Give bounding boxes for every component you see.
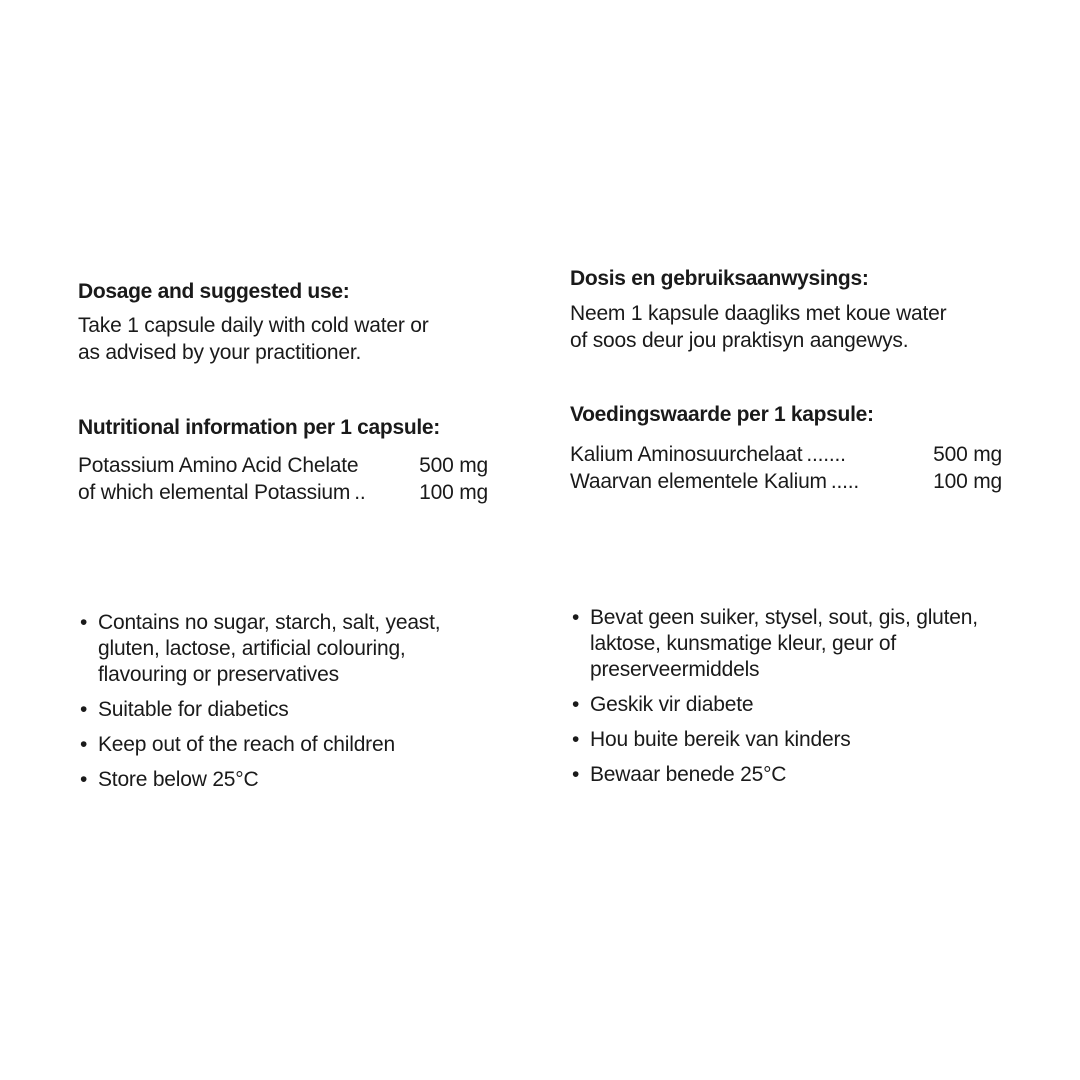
list-item <box>570 727 1010 753</box>
english-column <box>78 0 518 1080</box>
bullet-list-en <box>78 610 498 802</box>
list-item-text: Keep out of the reach of children <box>98 733 395 756</box>
list-item <box>570 605 1010 683</box>
bullet-icon: • <box>80 768 88 791</box>
list-item <box>78 610 498 688</box>
dosage-heading-en: Dosage and suggested use: <box>78 280 350 303</box>
nutrition-row-en-1 <box>78 452 488 479</box>
bullet-icon: • <box>572 606 580 629</box>
list-item-text: Store below 25°C <box>98 768 259 791</box>
list-item-text: Suitable for diabetics <box>98 698 289 721</box>
nutrition-dots <box>358 452 419 479</box>
nutrition-amount: 100 mg <box>419 481 488 504</box>
bullet-icon: • <box>80 733 88 756</box>
nutrition-amount: 500 mg <box>419 454 488 477</box>
nutrition-row-af-1 <box>570 441 1002 468</box>
list-item-text: Bevat geen suiker, stysel, sout, gis, gluten, laktose, kunsmatige kleur, geur of preserveermiddels <box>590 606 978 681</box>
bullet-icon: • <box>572 763 580 786</box>
bullet-list-af <box>570 605 1010 797</box>
bullet-icon: • <box>572 693 580 716</box>
afrikaans-column <box>570 0 1010 1080</box>
dosage-text-en: Take 1 capsule daily with cold water or as advised by your practitioner. <box>78 314 429 364</box>
nutrition-dots: .. <box>354 481 366 504</box>
dosage-text-af: Neem 1 kapsule daagliks met koue water of soos deur jou praktisyn aangewys. <box>570 302 947 352</box>
dosage-heading-af: Dosis en gebruiksaanwysings: <box>570 267 869 290</box>
nutrition-row-en-2 <box>78 479 488 506</box>
bullet-icon: • <box>572 728 580 751</box>
list-item-text: Geskik vir diabete <box>590 693 754 716</box>
list-item <box>570 692 1010 718</box>
nutrition-dots: ..... <box>830 470 860 493</box>
list-item <box>78 697 498 723</box>
bullet-icon: • <box>80 611 88 634</box>
nutrition-name: Kalium Aminosuurchelaat <box>570 443 803 466</box>
nutrition-heading-en: Nutritional information per 1 capsule: <box>78 416 440 439</box>
list-item-text: Contains no sugar, starch, salt, yeast, gluten, lactose, artificial colouring, flavouring or preservatives <box>98 611 441 686</box>
nutrition-amount: 100 mg <box>933 470 1002 493</box>
nutrition-name: Waarvan elementele Kalium <box>570 470 827 493</box>
nutrition-heading-af: Voedingswaarde per 1 kapsule: <box>570 403 874 426</box>
bullet-icon: • <box>80 698 88 721</box>
nutrition-amount: 500 mg <box>933 443 1002 466</box>
list-item <box>570 762 1010 788</box>
list-item <box>78 732 498 758</box>
nutrition-row-af-2 <box>570 468 1002 495</box>
nutrition-name: of which elemental Potassium <box>78 481 351 504</box>
list-item-text: Hou buite bereik van kinders <box>590 728 851 751</box>
list-item-text: Bewaar benede 25°C <box>590 763 787 786</box>
list-item <box>78 767 498 793</box>
nutrition-name: Potassium Amino Acid Chelate <box>78 454 359 477</box>
nutrition-dots: ....... <box>806 443 846 466</box>
